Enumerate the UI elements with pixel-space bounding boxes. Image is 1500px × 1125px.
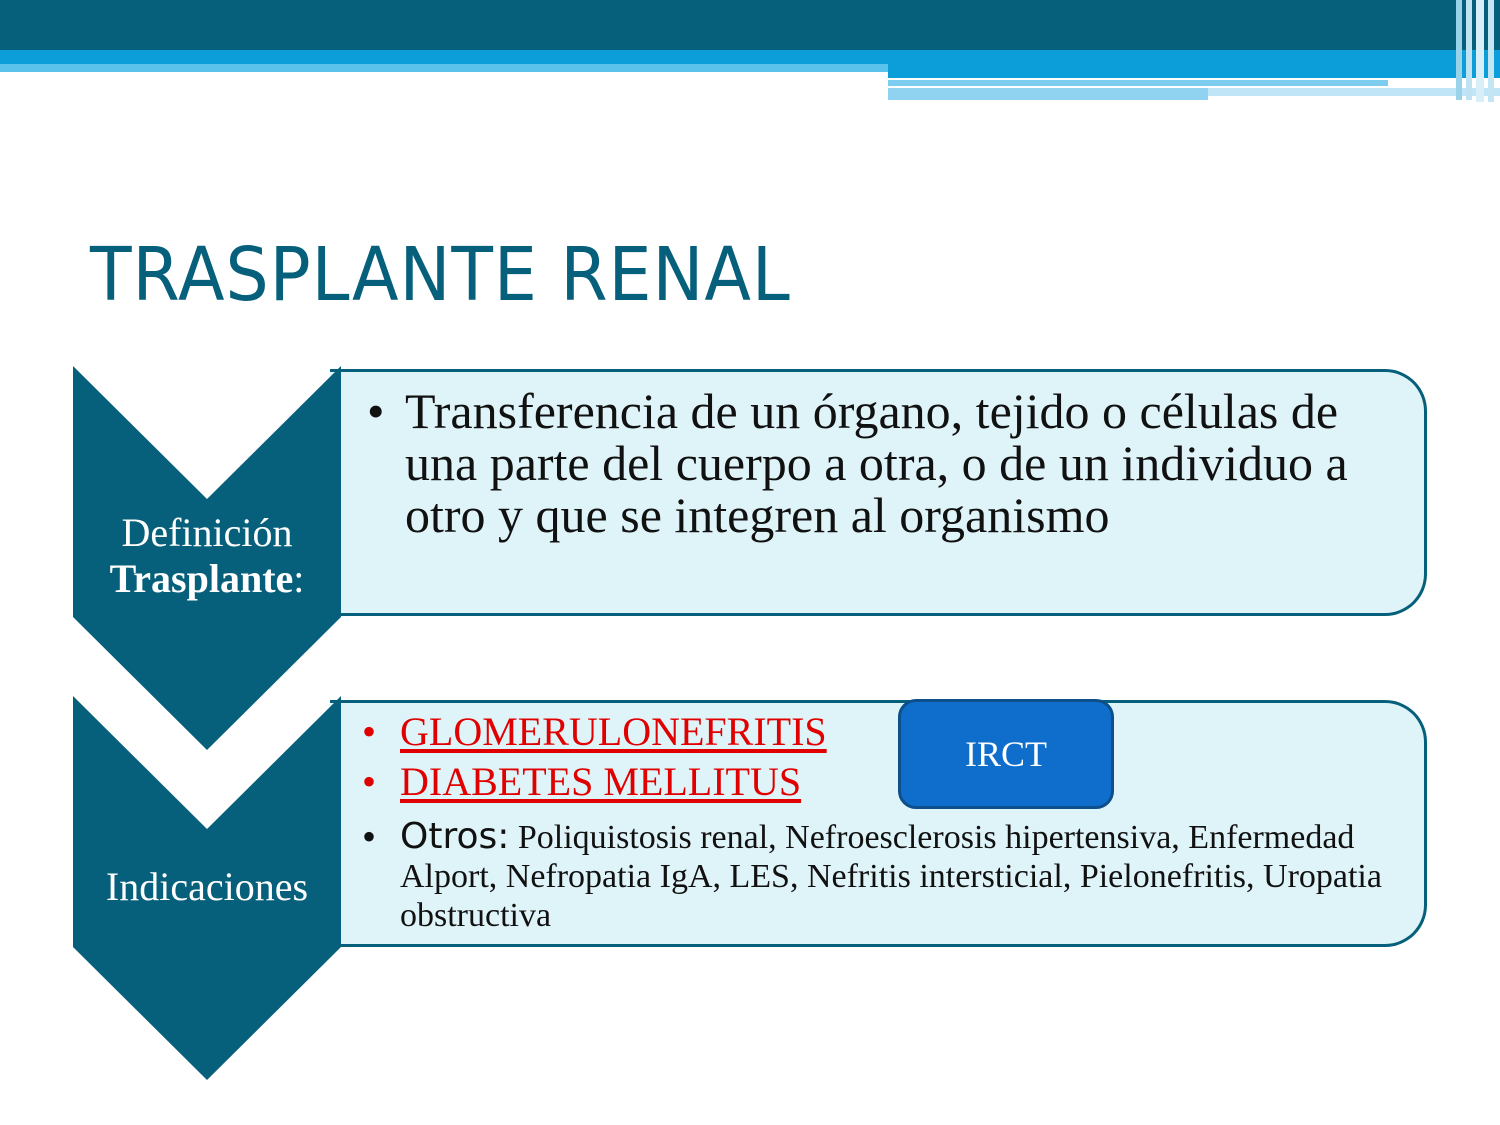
list-item-otros <box>362 814 1412 935</box>
indications-list <box>362 707 1412 935</box>
header-decoration <box>0 0 1500 110</box>
bullet-icon: • <box>367 383 385 439</box>
definition-label <box>73 510 341 602</box>
definition-label-suffix: : <box>293 556 305 601</box>
list-item-diabetes[interactable] <box>362 757 1412 807</box>
bullet-icon: • <box>362 814 377 859</box>
bullet-icon: • <box>362 709 377 754</box>
other-text: Poliquistosis renal, Nefroesclerosis hipertensiva, Enfermedad Alport, Nefropatia IgA, LES, Nefritis intersticial, Pielonefritis, Uropatia obstructiva <box>400 819 1382 934</box>
definition-bullet <box>367 385 1417 541</box>
list-item-text: DIABETES MELLITUS <box>400 759 802 804</box>
definition-label-bold: Trasplante <box>109 556 294 601</box>
indications-label: Indicaciones <box>105 864 309 909</box>
definition-bullet-text: Transferencia de un órgano, tejido o células de una parte del cuerpo a otra, o de un individuo a otro y que se integren al organismo <box>405 383 1348 543</box>
slide-title: TRASPLANTE RENAL <box>90 232 791 318</box>
bullet-icon: • <box>362 759 377 804</box>
other-lead: Otros: <box>400 816 510 857</box>
definition-label-line1: Definición <box>121 510 293 555</box>
definition-text <box>367 385 1417 541</box>
definition-label-line2 <box>73 556 341 602</box>
irct-badge: IRCT <box>898 699 1114 809</box>
list-item-text: GLOMERULONEFRITIS <box>400 709 827 754</box>
list-item-glomerulonefritis[interactable] <box>362 707 1412 757</box>
